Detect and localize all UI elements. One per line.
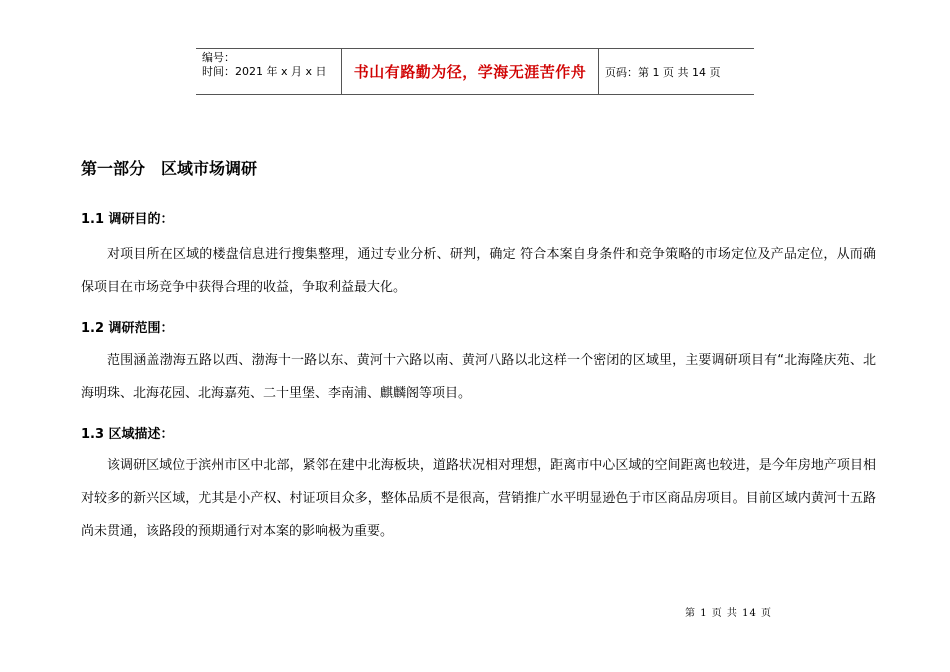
serial-number-label: 编号：: [202, 51, 235, 64]
part-title: 第一部分 区域市场调研: [81, 159, 258, 178]
section-heading-purpose: 1.1 调研目的：: [81, 212, 174, 227]
header-motto-cell: [341, 49, 599, 94]
header-page-code: 页码：第 1 页 共 14 页: [605, 65, 721, 79]
page-footer: 第 1 页 共 14 页: [685, 608, 772, 619]
date-label: 时间：2021 年 x 月 x 日: [202, 65, 327, 78]
section-body-purpose: 对项目所在区域的楼盘信息进行搜集整理，通过专业分析、研判，确定 符合本案自身条件和竞争策略的市场定位及产品定位，从而确保项目在市场竞争中获得合理的收益，争取利益最大化。: [81, 247, 876, 295]
section-body-description: 该调研区域位于滨州市区中北部，紧邻在建中北海板块，道路状况相对理想，距离市中心区域的空间距离也较进，是今年房地产项目相对较多的新兴区域，尤其是小产权、村证项目众多，整体品质不是很高，营销推广水平明显逊色于市区商品房项目。目前区域内黄河十五路尚未贯通，该路段的预期通行对本案的影响极为重要。: [81, 458, 876, 539]
header-meta: [196, 49, 341, 94]
page-header: [196, 48, 754, 95]
header-page-code-cell: [599, 49, 754, 94]
section-heading-description: 1.3 区域描述：: [81, 427, 174, 442]
section-heading-scope: 1.2 调研范围：: [81, 321, 174, 336]
section-body-scope: 范围涵盖渤海五路以西、渤海十一路以东、黄河十六路以南、黄河八路以北这样一个密闭的区域里，主要调研项目有“北海隆庆苑、北海明珠、北海花园、北海嘉苑、二十里堡、李南浦、麒麟阁等项目。: [81, 353, 876, 401]
header-motto: 书山有路勤为径，学海无涯苦作舟: [353, 63, 587, 81]
